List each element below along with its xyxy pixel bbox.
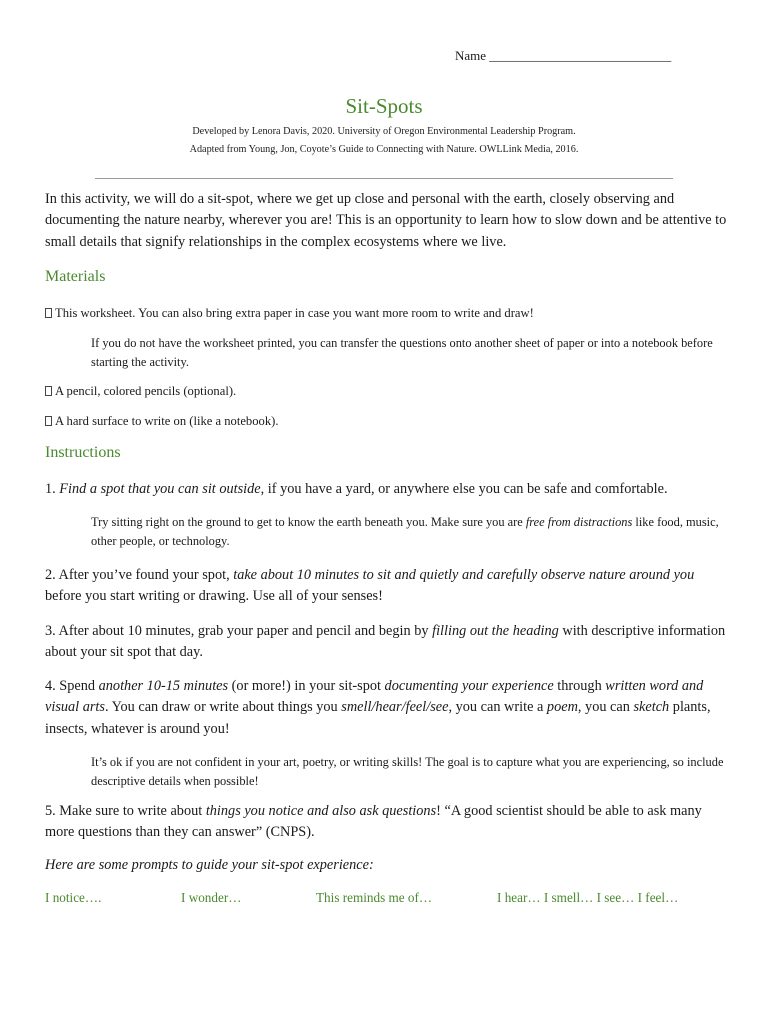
page-title: Sit-Spots: [345, 94, 423, 118]
step-1: [45, 479, 730, 500]
prompt-reminds: This reminds me of…: [316, 890, 433, 905]
step-text: , if you have a yard, or anywhere else you can be safe and comfortable.: [260, 481, 668, 497]
note-text: like food, music, other people, or technology.: [91, 515, 719, 548]
step-text: 2. After you’ve found your spot,: [45, 567, 234, 583]
prompt-wonder: I wonder…: [181, 890, 242, 905]
step-text: 5. Make sure to write about: [45, 803, 206, 819]
step-emphasis: poem: [546, 699, 578, 716]
prompt-row: [0, 890, 768, 910]
material-item: [45, 304, 735, 322]
step-emphasis: Find a spot that you can sit outside: [59, 481, 261, 497]
step-4: [45, 676, 730, 740]
material-item: [45, 382, 735, 400]
prompt-notice: I notice….: [45, 890, 102, 905]
step-5: [45, 801, 730, 844]
step-text: 3. After about 10 minutes, grab your paper and pencil and begin by: [45, 623, 433, 639]
step-emphasis: things you notice and also ask questions: [205, 803, 437, 819]
step-text: (or more!) in your sit-spot: [228, 678, 385, 694]
step-4-note: It’s ok if you are not confident in your art, poetry, or writing skills! The goal is to capture what you are experiencing, so include descriptive details when possible!: [91, 755, 724, 788]
step-text: through: [553, 678, 606, 694]
step-text: before you start writing or drawing. Use all of your senses!: [45, 588, 383, 605]
step-emphasis: take about 10 minutes to sit and quietly and carefully observe nature around you: [233, 567, 695, 583]
note-emphasis: free from distractions: [525, 515, 633, 529]
material-item: [45, 412, 735, 430]
checkbox-icon[interactable]: [45, 416, 52, 426]
step-text: . You can draw or write about things you: [104, 699, 342, 716]
step-emphasis: smell/hear/feel/see: [341, 699, 449, 716]
step-emphasis: another 10-15 minutes: [98, 678, 229, 694]
material-item-label: A pencil, colored pencils (optional).: [55, 384, 237, 398]
checkbox-icon[interactable]: [45, 308, 52, 318]
step-1-note: [91, 513, 731, 551]
step-2: [45, 565, 730, 608]
step-emphasis: written word and visual arts: [45, 678, 704, 716]
checkbox-icon[interactable]: [45, 386, 52, 396]
materials-note: If you do not have the worksheet printed, you can transfer the questions onto another sheet of paper or into a notebook before starting the activity.: [91, 336, 713, 369]
step-text: with descriptive information about your sit spot that day.: [45, 623, 726, 661]
instructions-heading: Instructions: [45, 444, 121, 461]
step-emphasis: filling out the heading: [432, 623, 559, 639]
step-text: , you can write a: [448, 699, 547, 716]
prompts-intro: [45, 855, 730, 876]
intro-paragraph: In this activity, we will do a sit-spot, where we get up close and personal with the earth, closely observing and documenting the nature nearby, wherever you are! This is an opportunity to learn how to slow down and be attentive to small details that signify relationships in the complex ecosystems where we live.: [45, 191, 727, 250]
step-text: ! “A good scientist should be able to ask many more questions than they can answer” (CNPS).: [45, 803, 702, 841]
step-emphasis: documenting your experience: [384, 678, 554, 694]
divider: [95, 178, 673, 179]
step-3: [45, 621, 730, 664]
prompt-senses: I hear… I smell… I see… I feel…: [497, 890, 679, 905]
step-text: 1.: [45, 481, 60, 497]
materials-heading: Materials: [45, 268, 106, 285]
name-field[interactable]: Name ____________________________: [455, 48, 672, 63]
prompts-intro-text: Here are some prompts to guide your sit-spot experience:: [45, 857, 374, 873]
step-text: , you can: [577, 699, 634, 716]
material-item-label: This worksheet. You can also bring extra paper in case you want more room to write and draw!: [55, 306, 534, 320]
step-text: plants, insects, whatever is around you!: [45, 699, 711, 737]
step-text: 4. Spend: [45, 678, 99, 694]
note-text: Try sitting right on the ground to get to know the earth beneath you. Make sure you are: [91, 515, 526, 529]
credit-line: Developed by Lenora Davis, 2020. University of Oregon Environmental Leadership Program.: [192, 126, 576, 137]
material-item-label: A hard surface to write on (like a notebook).: [55, 414, 279, 428]
credit-line: Adapted from Young, Jon, Coyote’s Guide to Connecting with Nature. OWLLink Media, 2016.: [189, 144, 579, 155]
step-emphasis: sketch: [633, 699, 670, 716]
